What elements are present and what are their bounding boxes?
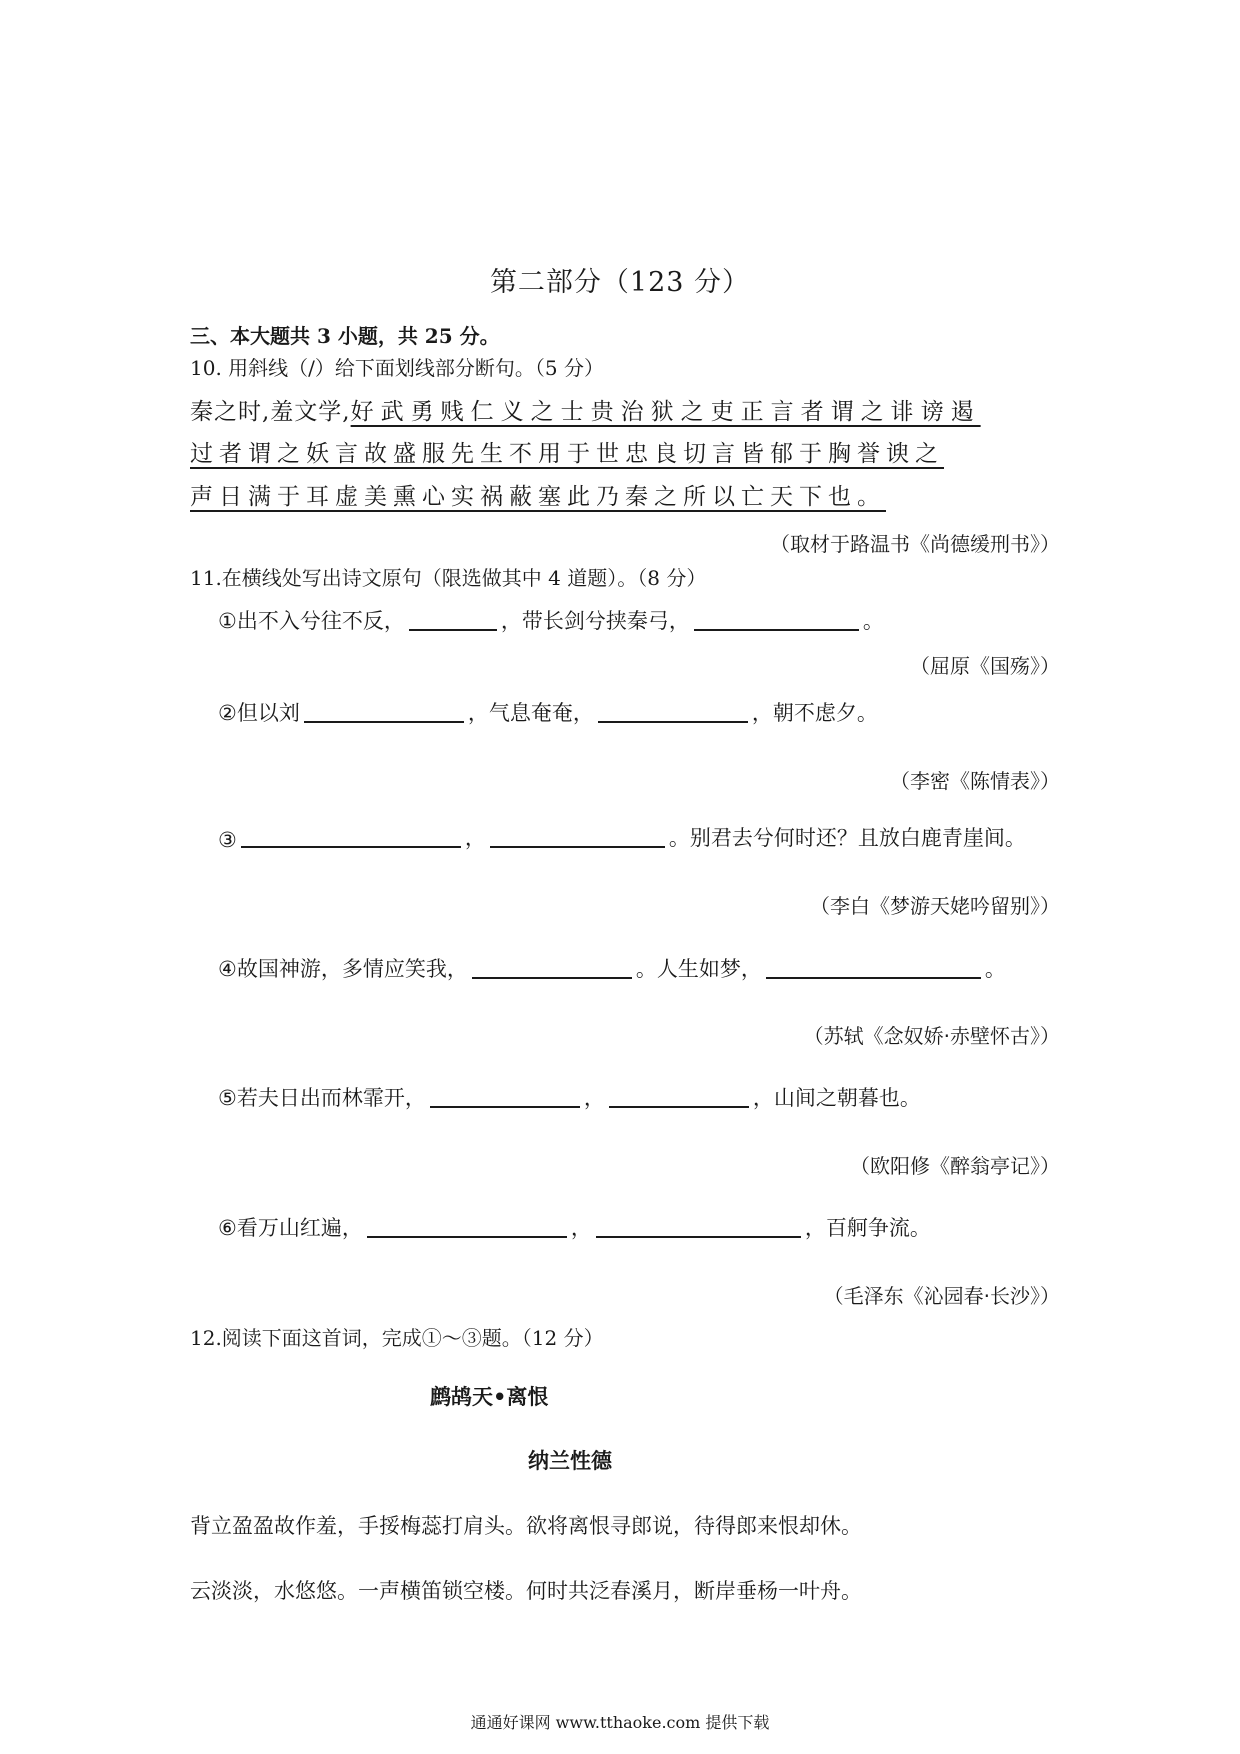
answer-blank[interactable]: [609, 1105, 749, 1108]
q11-item-2-text-a: ②但以刘: [218, 701, 300, 725]
q10-line-1-plain: 秦之时,羞文学,: [190, 399, 351, 425]
q11-item-6-source: （毛泽东《沁园春·长沙》）: [823, 1284, 1060, 1308]
answer-blank[interactable]: [241, 845, 461, 848]
q11-item-1-text-c: 。: [862, 609, 884, 633]
q10-line-1: [190, 393, 981, 426]
q11-item-2: [218, 697, 878, 727]
q11-item-6-text-a: ⑥看万山红遍，: [218, 1216, 363, 1240]
q11-item-5-source: （欧阳修《醉翁亭记》）: [850, 1154, 1060, 1178]
answer-blank[interactable]: [367, 1235, 567, 1238]
poem-title: 鹧鸪天•离恨: [430, 1385, 549, 1409]
q11-item-5-text-a: ⑤若夫日出而林霏开，: [218, 1086, 426, 1110]
q11-item-1-source: （屈原《国殇》）: [910, 654, 1060, 678]
q10-prompt: 10. 用斜线（/）给下面划线部分断句。（5 分）: [190, 356, 604, 380]
q11-item-2-source: （李密《陈情表》）: [890, 769, 1060, 793]
q11-item-3-source: （李白《梦游天姥吟留别》）: [810, 894, 1060, 918]
poem-line-2: 云淡淡，水悠悠。一声横笛锁空楼。何时共泛春溪月，断岸垂杨一叶舟。: [190, 1579, 862, 1603]
q11-item-6: [218, 1212, 931, 1242]
answer-blank[interactable]: [490, 845, 665, 848]
q10-line-1-underlined: 好武勇贱仁义之士贵治狱之吏正言者谓之诽谤遏: [350, 399, 981, 425]
q11-item-4-text-c: 。: [984, 957, 1006, 981]
q11-item-3-text-a: ③: [218, 828, 237, 852]
part-title: 第二部分（123 分）: [489, 267, 751, 298]
poem-author: 纳兰性德: [528, 1449, 612, 1473]
answer-blank[interactable]: [409, 628, 497, 631]
footer-watermark: 通通好课网 www.tthaoke.com 提供下载: [470, 1713, 770, 1732]
q11-item-5: [218, 1082, 921, 1112]
answer-blank[interactable]: [304, 720, 464, 723]
q12-prompt: 12.阅读下面这首词，完成①～③题。（12 分）: [190, 1326, 604, 1350]
answer-blank[interactable]: [598, 720, 748, 723]
q11-item-1-text-a: ①出不入兮往不反，: [218, 609, 405, 633]
q11-item-4: [218, 953, 1006, 983]
section-heading: 三、本大题共 3 小题，共 25 分。: [190, 324, 500, 348]
answer-blank[interactable]: [472, 976, 632, 979]
q11-item-4-source: （苏轼《念奴娇·赤壁怀古》）: [803, 1024, 1060, 1048]
poem-line-1: 背立盈盈故作羞，手挼梅蕊打肩头。欲将离恨寻郎说，待得郎来恨却休。: [190, 1514, 862, 1538]
q11-item-1-text-b: ，带长剑兮挟秦弓，: [500, 609, 690, 633]
q11-item-5-text-b: ，: [583, 1086, 605, 1110]
answer-blank[interactable]: [596, 1235, 801, 1238]
answer-blank[interactable]: [430, 1105, 580, 1108]
q11-item-6-text-c: ，百舸争流。: [804, 1216, 931, 1240]
q11-item-3: [218, 822, 1026, 852]
q11-item-3-text-b: ，: [464, 826, 486, 850]
q11-item-3-text-c: 。别君去兮何时还？且放白鹿青崖间。: [668, 826, 1026, 850]
q11-item-6-text-b: ，: [570, 1216, 592, 1240]
q10-source: （取材于路温书《尚德缓刑书》）: [770, 532, 1060, 556]
q10-line-3: 声日满于耳虚美熏心实祸蔽塞此乃秦之所以亡天下也。: [190, 484, 886, 510]
q11-item-2-text-c: ，朝不虑夕。: [751, 701, 878, 725]
q11-item-1: [218, 605, 884, 635]
q11-item-4-text-a: ④故国神游，多情应笑我，: [218, 957, 468, 981]
q11-item-4-text-b: 。人生如梦，: [635, 957, 762, 981]
q11-prompt: 11.在横线处写出诗文原句（限选做其中 4 道题）。（8 分）: [190, 566, 707, 590]
answer-blank[interactable]: [694, 628, 859, 631]
q10-line-2: 过者谓之妖言故盛服先生不用于世忠良切言皆郁于胸誉谀之: [190, 441, 944, 467]
answer-blank[interactable]: [766, 976, 981, 979]
q11-item-2-text-b: ，气息奄奄，: [467, 701, 594, 725]
q11-item-5-text-c: ，山间之朝暮也。: [752, 1086, 921, 1110]
